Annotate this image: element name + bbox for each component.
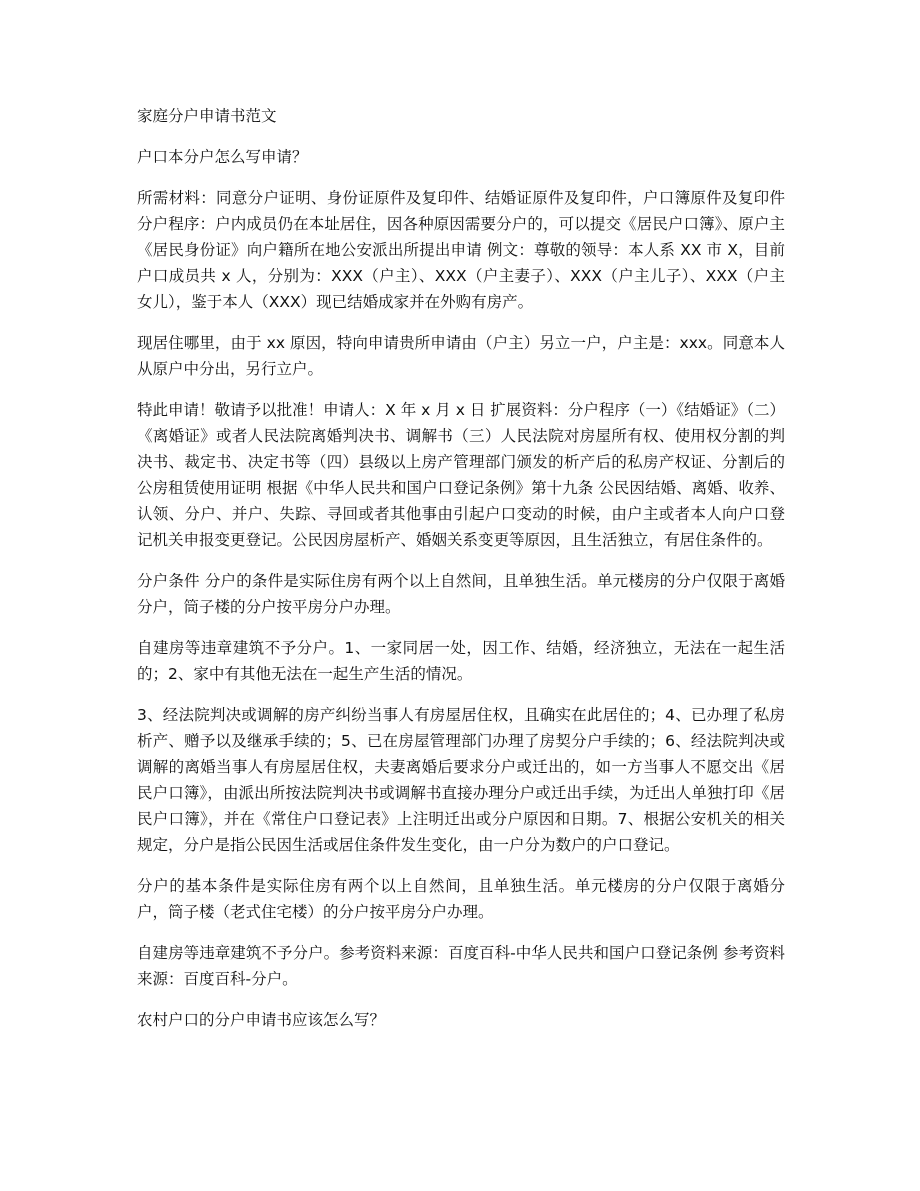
paragraph-8: 分户的基本条件是实际住房有两个以上自然间，且单独生活。单元楼房的分户仅限于离婚分户，筒子楼（老式住宅楼）的分户按平房分户办理。 [137,877,785,921]
paragraph-1: 户口本分户怎么写申请？ [137,148,308,166]
paragraph-2: 所需材料：同意分户证明、身份证原件及复印件、结婚证原件及复印件，户口簿原件及复印件 分户程序：户内成员仍在本址居住，因各种原因需要分户的，可以提交《居民户口簿》、原户主《居民身份证》向户籍所在地公安派出所提出申请 例文：尊敬的领导：本人系 XX 市 X，目前户口成员共 x 人，分别为：XXX（户主）、XXX（户主妻子）、XXX（户主儿子）、XXX（户主女儿），鉴于本人（XXX）现已结婚成家并在外购有房产。 [137,189,785,311]
document-title: 家庭分户申请书范文 [137,107,277,125]
paragraph-3: 现居住哪里，由于 xx 原因，特向申请贵所申请由（户主）另立一户，户主是：xxx。同意本人从原户中分出，另行立户。 [137,334,785,378]
paragraph-10: 农村户口的分户申请书应该怎么写？ [137,1011,386,1029]
paragraph-7: 3、经法院判决或调解的房产纠纷当事人有房屋居住权，且确实在此居住的；4、已办理了私房析产、赠予以及继承手续的；5、已在房屋管理部门办理了房契分户手续的；6、经法院判决或调解的离婚当事人有房屋居住权，夫妻离婚后要求分户或迁出的，如一方当事人不愿交出《居民户口簿》，由派出所按法院判决书或调解书直接办理分户或迁出手续，为迁出人单独打印《居民户口簿》，并在《常住户口登记表》上注明迁出或分户原因和日期。7、根据公安机关的相关规定，分户是指公民因生活或居住条件发生变化，由一户分为数户的户口登记。 [137,706,785,854]
paragraph-5: 分户条件 分户的条件是实际住房有两个以上自然间，且单独生活。单元楼房的分户仅限于离婚分户，筒子楼的分户按平房分户办理。 [137,572,785,616]
paragraph-4: 特此申请！敬请予以批准！申请人：X 年 x 月 x 日 扩展资料：分户程序（一）《结婚证》（二）《离婚证》或者人民法院离婚判决书、调解书（三）人民法院对房屋所有权、使用权分割的判决书、裁定书、决定书等（四）县级以上房产管理部门颁发的析产后的私房产权证、分割后的公房租赁使用证明 根据《中华人民共和国户口登记条例》第十九条 公民因结婚、离婚、收养、认领、分户、并户、失踪、寻回或者其他事由引起户口变动的时候，由户主或者本人向户口登记机关申报变更登记。公民因房屋析产、婚姻关系变更等原因，且生活独立，有居住条件的。 [137,401,785,549]
paragraph-6: 自建房等违章建筑不予分户。1、一家同居一处，因工作、结婚，经济独立，无法在一起生活的；2、家中有其他无法在一起生产生活的情况。 [137,639,785,683]
paragraph-9: 自建房等违章建筑不予分户。参考资料来源：百度百科-中华人民共和国户口登记条例 参考资料来源：百度百科-分户。 [137,944,785,988]
document-body [137,103,785,1048]
